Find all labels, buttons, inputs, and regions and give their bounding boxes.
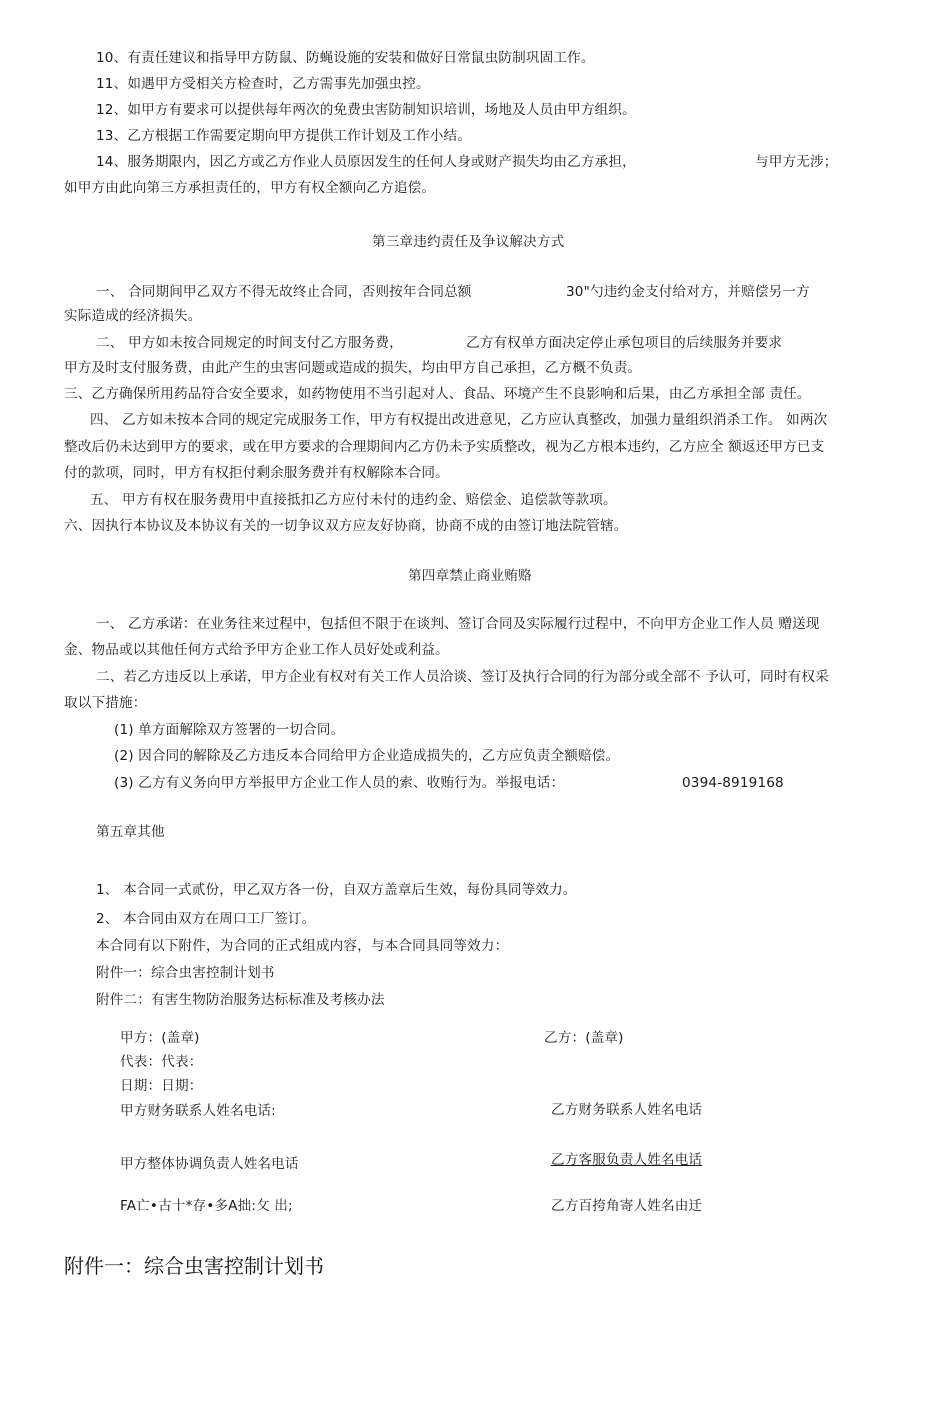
party-b-seal: 乙方：(盖章) (544, 1030, 624, 1046)
ch4-para-2-line1: 二、若乙方违反以上承诺，甲方企业有权对有关工作人员洽谈、签订及执行合同的行为部分或全部不 予认可，同时有权采 (96, 669, 829, 685)
ch3-para-1-line2: 实际造成的经济损失。 (64, 308, 202, 324)
clause-14-part2: 与甲方无涉； (755, 154, 838, 170)
ch4-para-1-line2: 金、物品或以其他任何方式给予甲方企业工作人员好处或利益。 (64, 642, 449, 658)
party-a-coordinator-contact: 甲方整体协调负责人姓名电话 (120, 1156, 299, 1172)
party-b-garbled-contact: 乙方百挎角寄人姓名由迁 (551, 1198, 703, 1214)
attachment-1: 附件一：综合虫害控制计划书 (96, 965, 275, 981)
ch4-para-1-line1: 一、 乙方承诺：在业务往来过程中，包括但不限于在谈判、签订合同及实际履行过程中，不向甲方企业工作人员 赠送现 (96, 616, 820, 632)
party-a-finance-contact: 甲方财务联系人姓名电话: (120, 1103, 276, 1119)
ch4-para-2-line2: 取以下措施： (64, 695, 147, 711)
clause-14-line2: 如甲方由此向第三方承担责任的，甲方有权全额向乙方追偿。 (64, 180, 436, 196)
representative-line: 代表：代表： (120, 1054, 203, 1070)
ch4-measure-3: (3) 乙方有义务向甲方举报甲方企业工作人员的索、收贿行为。举报电话： (114, 775, 565, 791)
clause-10: 10、有责任建议和指导甲方防鼠、防蝇设施的安装和做好日常鼠虫防制巩固工作。 (96, 50, 595, 66)
ch5-attachments-intro: 本合同有以下附件，为合同的正式组成内容，与本合同具同等效力： (96, 938, 509, 954)
ch5-clause-2: 2、 本合同由双方在周口工厂签订。 (96, 911, 316, 927)
party-a-seal: 甲方：(盖章) (120, 1030, 200, 1046)
chapter-5-title: 第五章其他 (96, 824, 165, 840)
ch3-para-4-line1: 四、 乙方如未按本合同的规定完成服务工作，甲方有权提出改进意见，乙方应认真整改，加强力量组织消杀工作。 如两次 (90, 412, 828, 428)
attachment-2: 附件二：有害生物防治服务达标标准及考核办法 (96, 992, 385, 1008)
ch3-para-1-part2: 30"勺违约金支付给对方，并赔偿另一方 (566, 284, 810, 300)
ch3-para-4-line3: 付的款项，同时，甲方有权拒付剩余服务费并有权解除本合同。 (64, 465, 449, 481)
ch5-clause-1: 1、 本合同一式贰份，甲乙双方各一份，自双方盖章后生效，每份具同等效力。 (96, 882, 577, 898)
ch3-para-2-line2: 甲方及时支付服务费，由此产生的虫害问题或造成的损失，均由甲方自己承担，乙方概不负责。 (64, 360, 642, 376)
party-b-service-contact: 乙方客服负责人姓名电话 (551, 1152, 703, 1168)
ch3-para-3: 三、乙方确保所用药品符合安全要求，如药物使用不当引起对人、食品、环境产生不良影响和后果，由乙方承担全部 责任。 (64, 386, 811, 402)
ch3-para-2-part2: 乙方有权单方面决定停止承包项目的后续服务并要求 (466, 335, 783, 351)
party-a-garbled-contact: FA亡•古十*存•多A拙:攵 出; (120, 1198, 293, 1214)
ch3-para-6: 六、因执行本协议及本协议有关的一切争议双方应友好协商，协商不成的由签订地法院管辖。 (64, 518, 628, 534)
clause-12: 12、如甲方有要求可以提供每年两次的免费虫害防制知识培训，场地及人员由甲方组织。 (96, 102, 636, 118)
ch3-para-5: 五、 甲方有权在服务费用中直接抵扣乙方应付未付的违约金、赔偿金、追偿款等款项。 (90, 492, 617, 508)
report-phone: 0394-8919168 (682, 775, 784, 791)
party-b-finance-contact: 乙方财务联系人姓名电话 (551, 1102, 703, 1118)
ch3-para-1-part1: 一、 合同期间甲乙双方不得无故终止合同，否则按年合同总额 (96, 284, 472, 300)
ch4-measure-2: (2) 因合同的解除及乙方违反本合同给甲方企业造成损失的，乙方应负责全额赔偿。 (114, 748, 620, 764)
ch3-para-4-line2: 整改后仍未达到甲方的要求，或在甲方要求的合理期间内乙方仍未予实质整改，视为乙方根本违约，乙方应全 额返还甲方已支 (64, 439, 825, 455)
ch3-para-2-part1: 二、 甲方如未按合同规定的时间支付乙方服务费， (96, 335, 403, 351)
date-line: 日期：日期： (120, 1078, 203, 1094)
ch4-measure-1: (1) 单方面解除双方签署的一切合同。 (114, 722, 345, 738)
chapter-3-title: 第三章违约责任及争议解决方式 (372, 234, 565, 250)
appendix-1-title: 附件一：综合虫害控制计划书 (64, 1254, 324, 1278)
clause-11: 11、如遇甲方受相关方检查时，乙方需事先加强虫控。 (96, 76, 430, 92)
clause-14-part1: 14、服务期限内，因乙方或乙方作业人员原因发生的任何人身或财产损失均由乙方承担， (96, 154, 636, 170)
clause-13: 13、乙方根据工作需要定期向甲方提供工作计划及工作小结。 (96, 128, 471, 144)
chapter-4-title: 第四章禁止商业贿赂 (408, 568, 532, 584)
